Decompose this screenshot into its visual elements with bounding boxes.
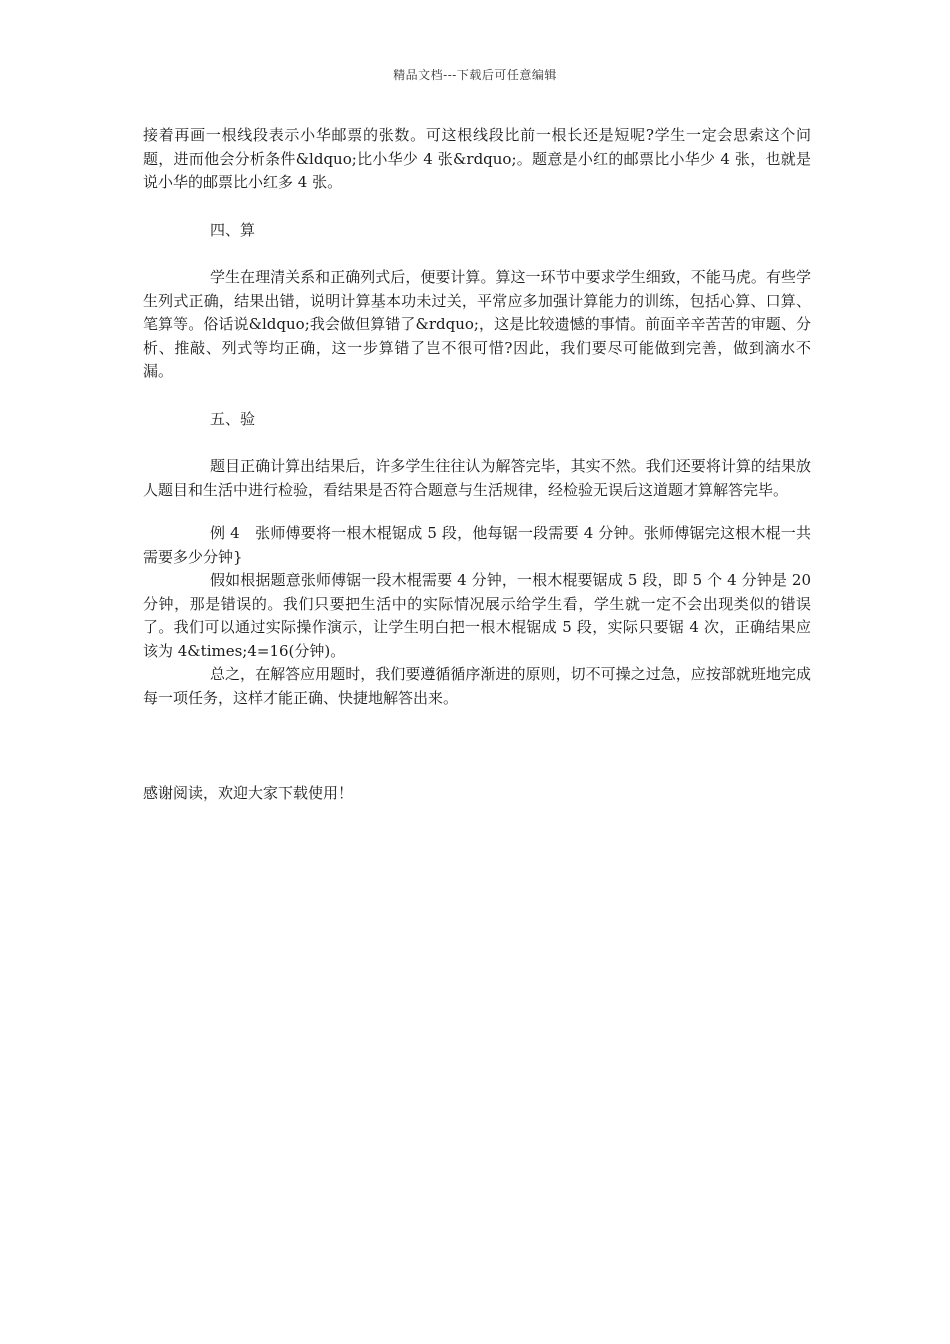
closing-thanks: 感谢阅读，欢迎大家下载使用！ [143,784,354,802]
page-header: 精品文档---下载后可任意编辑 [393,68,557,82]
paragraph-line-segment: 接着再画一根线段表示小华邮票的张数。可这根线段比前一根长还是短呢?学生一定会思索这个问题，进而他会分析条件&ldquo;比小华少 4 张&rdquo;。题意是小红的邮票比小华少 4 张，也就是说小华的邮票比小红多 4 张。 [143,126,811,191]
paragraph-verify: 题目正确计算出结果后，许多学生往往认为解答完毕，其实不然。我们还要将计算的结果放人题目和生活中进行检验，看结果是否符合题意与生活规律，经检验无误后这道题才算解答完毕。 [143,457,811,499]
paragraph-calculate: 学生在理清关系和正确列式后，便要计算。算这一环节中要求学生细致，不能马虎。有些学生列式正确，结果出错，说明计算基本功未过关，平常应多加强计算能力的训练，包括心算、口算、笔算等。俗话说&ldquo;我会做但算错了&rdquo;，这是比较遗憾的事情。前面辛辛苦苦的审题、分析、推敲、列式等均正确，这一步算错了岂不很可惜?因此，我们要尽可能做到完善，做到滴水不漏。 [143,268,811,380]
section-heading-verify: 五、验 [210,409,256,428]
paragraph-example-explanation: 假如根据题意张师傅锯一段木棍需要 4 分钟，一根木棍要锯成 5 段，即 5 个 4 分钟是 20 分钟，那是错误的。我们只要把生活中的实际情况展示给学生看，学生就一定不会出现类似的错误了。我们可以通过实际操作演示，让学生明白把一根木棍锯成 5 段，实际只要锯 4 次，正确结果应该为 4&times;4=16(分钟)。 [143,571,811,660]
paragraph-conclusion: 总之，在解答应用题时，我们要遵循循序渐进的原则，切不可操之过急，应按部就班地完成每一项任务，这样才能正确、快捷地解答出来。 [143,665,811,707]
section-heading-calculate: 四、算 [210,220,256,239]
document-body [143,124,811,806]
paragraph-example-4: 例 4 张师傅要将一根木棍锯成 5 段，他每锯一段需要 4 分钟。张师傅锯完这根木棍一共需要多少分钟} [143,524,811,566]
